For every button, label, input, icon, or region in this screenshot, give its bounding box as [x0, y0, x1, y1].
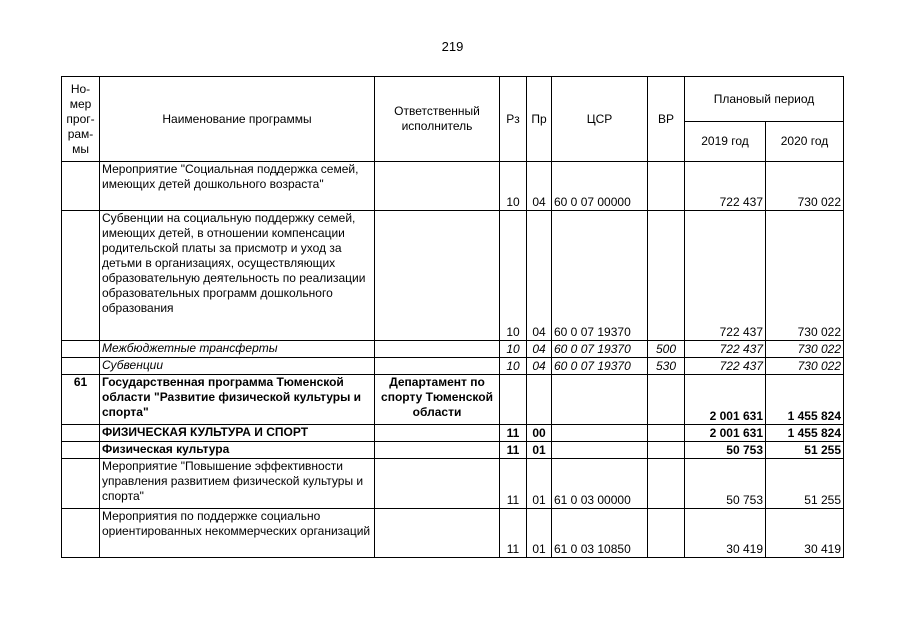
budget-table	[61, 76, 844, 558]
cell-pr: 04	[527, 211, 552, 341]
table-row	[62, 442, 844, 459]
table-row	[62, 425, 844, 442]
cell-rz: 11	[500, 442, 527, 459]
header-planned-period: Плановый период	[685, 77, 844, 122]
table-row	[62, 459, 844, 509]
cell-pr: 00	[527, 425, 552, 442]
cell-2020: 1 455 824	[766, 375, 844, 425]
header-year-2019: 2019 год	[685, 122, 766, 162]
cell-2020: 51 255	[766, 459, 844, 509]
cell-2020: 730 022	[766, 162, 844, 211]
cell-2019: 722 437	[685, 162, 766, 211]
header-program-name: Наименование программы	[100, 77, 375, 162]
header-executor: Ответственный исполнитель	[375, 77, 500, 162]
cell-name: Государственная программа Тюменской области "Развитие физической культуры и спорта"	[100, 375, 375, 425]
header-section: Рз	[500, 77, 527, 162]
cell-name: ФИЗИЧЕСКАЯ КУЛЬТУРА И СПОРТ	[100, 425, 375, 442]
cell-name: Мероприятия по поддержке социально ориентированных некоммерческих организаций	[100, 509, 375, 558]
cell-executor	[375, 162, 500, 211]
cell-num	[62, 341, 100, 358]
cell-num	[62, 442, 100, 459]
cell-rz: 10	[500, 358, 527, 375]
cell-rz: 11	[500, 425, 527, 442]
cell-executor	[375, 341, 500, 358]
header-target-article: ЦСР	[552, 77, 648, 162]
cell-num	[62, 162, 100, 211]
cell-rz	[500, 375, 527, 425]
cell-2020: 30 419	[766, 509, 844, 558]
table-row	[62, 162, 844, 211]
cell-vr: 530	[648, 358, 685, 375]
cell-num	[62, 459, 100, 509]
cell-executor	[375, 509, 500, 558]
header-program-number: Но-мер прог-рам-мы	[62, 77, 100, 162]
cell-vr	[648, 509, 685, 558]
cell-vr	[648, 442, 685, 459]
cell-csr: 61 0 03 10850	[552, 509, 648, 558]
cell-csr: 61 0 03 00000	[552, 459, 648, 509]
cell-executor: Департамент по спорту Тюменской области	[375, 375, 500, 425]
table-row	[62, 358, 844, 375]
cell-2019: 2 001 631	[685, 425, 766, 442]
cell-name: Физическая культура	[100, 442, 375, 459]
cell-2019: 722 437	[685, 358, 766, 375]
cell-num	[62, 211, 100, 341]
cell-rz: 10	[500, 341, 527, 358]
cell-executor	[375, 442, 500, 459]
cell-2019: 722 437	[685, 211, 766, 341]
cell-executor	[375, 211, 500, 341]
header-year-2020: 2020 год	[766, 122, 844, 162]
cell-vr	[648, 162, 685, 211]
cell-name: Межбюджетные трансферты	[100, 341, 375, 358]
cell-vr	[648, 459, 685, 509]
cell-name: Мероприятие "Социальная поддержка семей, имеющих детей дошкольного возраста"	[100, 162, 375, 211]
cell-pr: 04	[527, 341, 552, 358]
cell-2020: 51 255	[766, 442, 844, 459]
cell-2020: 730 022	[766, 341, 844, 358]
cell-pr	[527, 375, 552, 425]
cell-pr: 01	[527, 442, 552, 459]
cell-2020: 1 455 824	[766, 425, 844, 442]
cell-rz: 11	[500, 459, 527, 509]
table-row	[62, 375, 844, 425]
table-row	[62, 341, 844, 358]
page-number: 219	[441, 39, 464, 54]
cell-num	[62, 358, 100, 375]
header-subsection: Пр	[527, 77, 552, 162]
cell-2019: 50 753	[685, 442, 766, 459]
table-row	[62, 509, 844, 558]
cell-num: 61	[62, 375, 100, 425]
cell-vr: 500	[648, 341, 685, 358]
cell-num	[62, 509, 100, 558]
cell-pr: 01	[527, 459, 552, 509]
cell-2020: 730 022	[766, 358, 844, 375]
cell-executor	[375, 425, 500, 442]
cell-vr	[648, 375, 685, 425]
table-row	[62, 211, 844, 341]
cell-name: Мероприятие "Повышение эффективности управления развитием физической культуры и спорта"	[100, 459, 375, 509]
cell-csr	[552, 425, 648, 442]
cell-2019: 2 001 631	[685, 375, 766, 425]
cell-executor	[375, 358, 500, 375]
cell-2019: 722 437	[685, 341, 766, 358]
cell-2020: 730 022	[766, 211, 844, 341]
cell-executor	[375, 459, 500, 509]
cell-rz: 10	[500, 211, 527, 341]
cell-name: Субвенции на социальную поддержку семей, имеющих детей, в отношении компенсации родительской платы за присмотр и уход за детьми в организациях, осуществляющих образовательную деятельность по реализации образовательных программ дошкольного образования	[100, 211, 375, 341]
cell-pr: 01	[527, 509, 552, 558]
cell-csr: 60 0 07 19370	[552, 211, 648, 341]
cell-2019: 30 419	[685, 509, 766, 558]
cell-csr: 60 0 07 19370	[552, 358, 648, 375]
cell-csr	[552, 375, 648, 425]
cell-pr: 04	[527, 162, 552, 211]
cell-rz: 10	[500, 162, 527, 211]
cell-vr	[648, 425, 685, 442]
cell-vr	[648, 211, 685, 341]
cell-2019: 50 753	[685, 459, 766, 509]
cell-name: Субвенции	[100, 358, 375, 375]
cell-csr: 60 0 07 00000	[552, 162, 648, 211]
header-expense-type: ВР	[648, 77, 685, 162]
cell-csr	[552, 442, 648, 459]
cell-rz: 11	[500, 509, 527, 558]
cell-csr: 60 0 07 19370	[552, 341, 648, 358]
cell-num	[62, 425, 100, 442]
cell-pr: 04	[527, 358, 552, 375]
